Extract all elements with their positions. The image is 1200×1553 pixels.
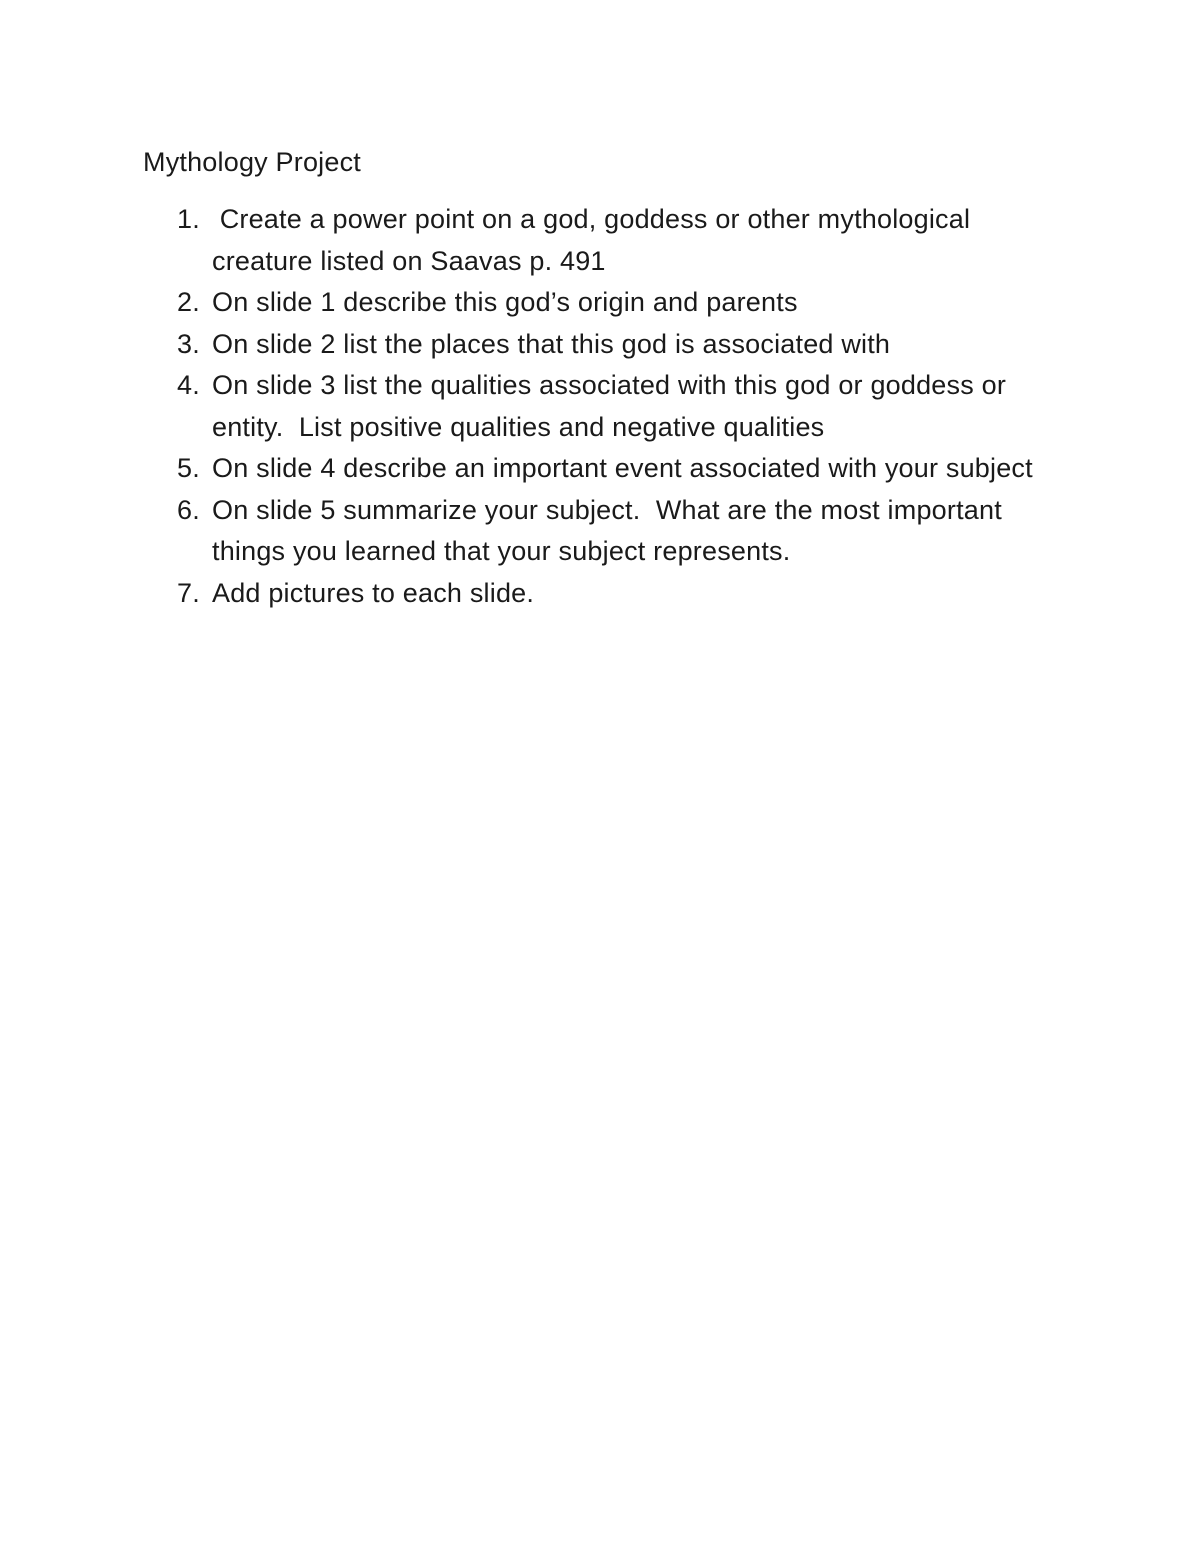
step-number: 4. — [177, 370, 200, 400]
step-number: 6. — [177, 494, 200, 525]
step-text: Add pictures to each slide. — [212, 577, 535, 608]
steps-list — [143, 199, 1063, 614]
step-text: Create a power point on a god, goddess or other mythological creature listed on Saavas p. 491 — [212, 204, 978, 276]
step-text: On slide 1 describe this god’s origin and parents — [212, 287, 798, 317]
list-item — [143, 324, 1063, 366]
list-item — [143, 199, 1063, 282]
step-number: 3. — [177, 328, 200, 359]
step-text: On slide 5 summarize your subject. What are the most important things you learned that your subject represents. — [212, 494, 1010, 566]
step-text: On slide 2 list the places that this god is associated with — [212, 328, 891, 359]
list-item — [143, 282, 1063, 324]
document-title: Mythology Project — [143, 147, 361, 177]
list-item — [143, 448, 1063, 490]
list-item — [143, 490, 1063, 573]
step-number: 1. — [177, 204, 200, 234]
step-number: 7. — [177, 577, 200, 608]
list-item — [143, 365, 1063, 448]
step-text: On slide 4 describe an important event associated with your subject — [212, 453, 1033, 483]
step-number: 2. — [177, 287, 200, 317]
step-text: On slide 3 list the qualities associated with this god or goddess or entity. List positive qualities and negative qualities — [212, 370, 1014, 442]
list-item — [143, 573, 1063, 615]
step-number: 5. — [177, 453, 200, 483]
